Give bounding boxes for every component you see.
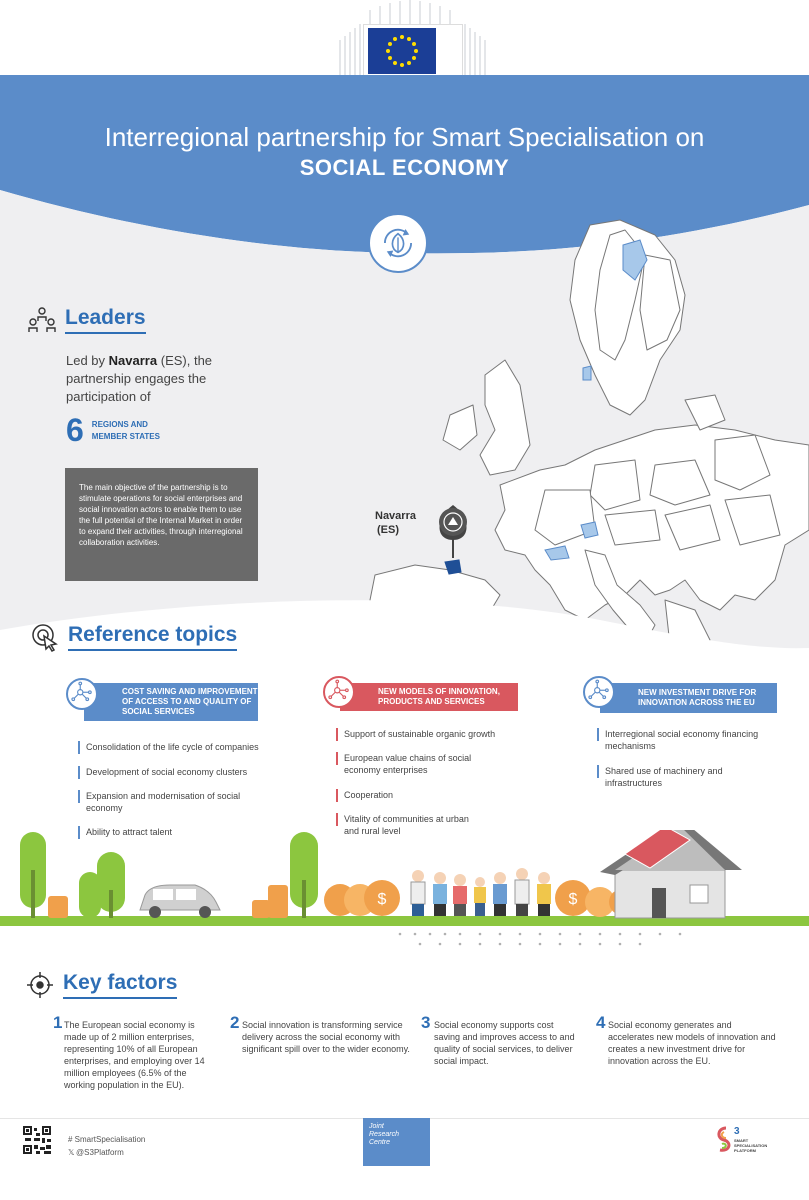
topic-1-item-1: Consolidation of the life cycle of companies — [78, 741, 268, 753]
eu-flag-icon — [368, 28, 436, 74]
leaders-title: Leaders — [65, 306, 146, 334]
key-factor-3-number: 3 — [421, 1013, 431, 1032]
hashtag-link[interactable]: # SmartSpecialisation — [68, 1135, 146, 1144]
topic-1-item-3: Expansion and modernisation of social economy — [78, 790, 258, 814]
page-title-line1: Interregional partnership for Smart Specialisation on — [104, 122, 705, 152]
topic-1-item-4: Ability to attract talent — [78, 826, 268, 838]
navarra-marker-icon — [439, 505, 467, 558]
page-title-line2: SOCIAL ECONOMY — [299, 155, 510, 180]
key-factor-4-text: Social economy generates and accelerates new models of innovation and creates a new investment drive for innovation across the EU. — [608, 1020, 776, 1066]
leader-name: Navarra — [108, 353, 158, 368]
twitter-icon: 𝕏 — [68, 1148, 77, 1157]
jrc-line2: Research — [369, 1131, 399, 1138]
navarra-label-line1: Navarra — [375, 510, 416, 522]
qr-code-icon[interactable] — [22, 1125, 52, 1155]
house-solar-panel-icon — [600, 830, 742, 918]
leaders-heading — [27, 305, 146, 335]
topic-2-item-3: Cooperation — [336, 789, 496, 801]
leaders-text-suffix: (ES), the partnership engages the participation of — [66, 353, 213, 404]
topic-head-3: NEW INVESTMENT DRIVE FOR INNOVATION ACROSS THE EU — [600, 683, 777, 713]
regions-count-label: REGIONS AND MEMBER STATES — [91, 419, 160, 441]
topic-2-item-1: Support of sustainable organic growth — [336, 728, 516, 740]
key-factors-title: Key factors — [63, 971, 177, 999]
topic-2-item-4: Vitality of communities at urban and rural level — [336, 813, 486, 837]
people-group-icons — [411, 868, 551, 916]
key-factor-3-text: Social economy supports cost saving and improves access to and quality of social services, to deliver social impact. — [434, 1020, 575, 1066]
twitter-link[interactable] — [68, 1146, 145, 1159]
regions-count-number: 6 — [66, 412, 84, 448]
s3-platform-text — [734, 1138, 767, 1153]
innovation-network-icon — [323, 676, 355, 708]
twitter-handle: @S3Platform — [76, 1148, 124, 1157]
target-cursor-icon — [30, 622, 60, 652]
svg-text:$: $ — [377, 891, 387, 908]
topic-1-item-2: Development of social economy clusters — [78, 766, 268, 778]
topic-3-item-2: Shared use of machinery and infrastructures — [597, 765, 747, 789]
car-icon — [140, 885, 220, 918]
topic-2-item-2: European value chains of social economy enterprises — [336, 752, 486, 776]
jrc-line1: Joint — [369, 1123, 384, 1130]
key-factor-1-number: 1 — [53, 1013, 63, 1032]
crosshair-icon — [25, 970, 55, 1000]
key-factor-2-text: Social innovation is transforming service delivery across the social economy with significant spill over to the wider economy. — [242, 1020, 410, 1054]
people-icon — [27, 305, 57, 335]
key-factor-2-number: 2 — [230, 1013, 240, 1032]
s3-text-line3: PLATFORM — [734, 1148, 756, 1153]
svg-text:3: 3 — [734, 1126, 740, 1137]
objective-box: The main objective of the partnership is to stimulate operations for social enterprises and social innovation actors to enable them to use the full potential of the Internal Market in order to expand their activities, through interregional collaboration activities. — [65, 468, 258, 581]
topic-3-item-1: Interregional social economy financing mechanisms — [597, 728, 767, 752]
key-factors-heading — [25, 970, 177, 1000]
network-icon — [66, 678, 98, 710]
key-factor-4-number: 4 — [596, 1013, 606, 1032]
navarra-label-line2: (ES) — [377, 524, 399, 536]
navarra-map-label — [375, 509, 416, 537]
s3-text-line1: SMART — [734, 1138, 749, 1143]
regions-count — [66, 412, 182, 449]
community-scene-illustration — [0, 830, 809, 950]
leaders-description — [66, 352, 266, 406]
leaders-text-prefix: Led by — [66, 353, 106, 368]
key-factor-1-text: The European social economy is made up of 2 million enterprises, representing 10% of all European enterprises, and employing over 14 million employees (6.5% of the working population in the EU). — [64, 1020, 205, 1090]
reference-topics-title: Reference topics — [68, 623, 237, 651]
social-links — [68, 1133, 145, 1159]
topic-head-1: COST SAVING AND IMPROVEMENT OF ACCESS TO AND QUALITY OF SOCIAL SERVICES — [84, 683, 258, 721]
investment-network-icon — [583, 676, 615, 708]
jrc-logo — [363, 1118, 430, 1166]
s3-text-line2: SPECIALISATION — [734, 1143, 768, 1148]
svg-text:$: $ — [568, 891, 578, 908]
topic-head-2: NEW MODELS OF INNOVATION, PRODUCTS AND SERVICES — [340, 683, 518, 711]
jrc-line3: Centre — [369, 1139, 391, 1146]
reference-topics-heading — [30, 622, 237, 652]
partnership-emblem-icon — [368, 213, 428, 273]
